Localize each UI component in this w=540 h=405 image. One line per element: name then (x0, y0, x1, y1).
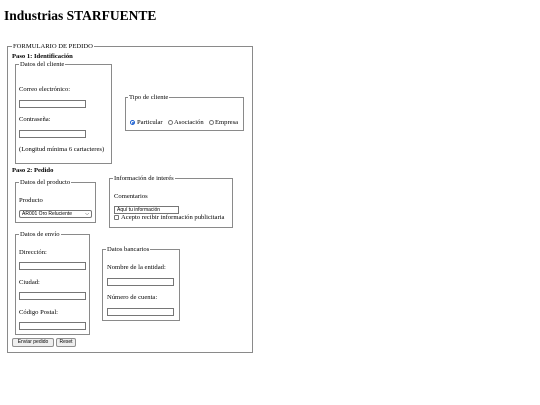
city-label: Ciudad: (19, 279, 40, 286)
radio-particular[interactable] (130, 120, 135, 125)
page-title: Industrias STARFUENTE (4, 8, 157, 23)
step1-heading: Paso 1: Identificación (12, 53, 73, 60)
submit-order-button[interactable]: Enviar pedido (12, 338, 54, 347)
radio-empresa[interactable] (209, 120, 214, 125)
product-select-value: AR001 Oro Reluciente (22, 211, 73, 217)
radio-empresa-label: Empresa (215, 119, 239, 126)
radio-particular-label: Particular (137, 119, 163, 126)
address-label: Dirección: (19, 249, 47, 256)
shipping-legend: Datos de envío (20, 231, 60, 238)
email-label: Correo electrónico: (19, 86, 71, 93)
address-field[interactable] (19, 262, 86, 270)
password-label: Contraseña: (19, 116, 51, 123)
ads-checkbox[interactable] (114, 215, 119, 220)
ads-checkbox-label: Acepto recibir información publicitaria (121, 214, 225, 221)
comments-field[interactable]: Aquí tu información (114, 206, 179, 214)
postal-label: Código Postal: (19, 309, 59, 316)
radio-asociacion-label: Asociación (174, 119, 204, 126)
password-field[interactable] (19, 130, 86, 138)
chevron-down-icon: ⌵ (85, 211, 89, 217)
order-form-legend: FORMULARIO DE PEDIDO (13, 43, 93, 50)
product-legend: Datos del producto (20, 179, 71, 186)
reset-button[interactable]: Reset (56, 338, 76, 347)
city-field[interactable] (19, 292, 86, 300)
bank-entity-field[interactable] (107, 278, 174, 286)
client-data-legend: Datos del cliente (20, 61, 65, 68)
interest-legend: Información de interés (114, 175, 174, 182)
step2-heading: Paso 2: Pedido (12, 167, 54, 174)
comments-label: Comentarios (114, 193, 148, 200)
account-number-label: Número de cuenta: (107, 294, 158, 301)
postal-code-field[interactable] (19, 322, 86, 330)
radio-asociacion[interactable] (168, 120, 173, 125)
email-field[interactable] (19, 100, 86, 108)
product-label: Producto (19, 197, 43, 204)
account-number-field[interactable] (107, 308, 174, 316)
bank-legend: Datos bancarios (107, 246, 150, 253)
client-type-legend: Tipo de cliente (129, 94, 169, 101)
password-hint: (Longitud mínima 6 cartacteres) (19, 146, 105, 153)
product-select[interactable] (19, 210, 92, 218)
bank-entity-label: Nombre de la entidad: (107, 264, 166, 271)
